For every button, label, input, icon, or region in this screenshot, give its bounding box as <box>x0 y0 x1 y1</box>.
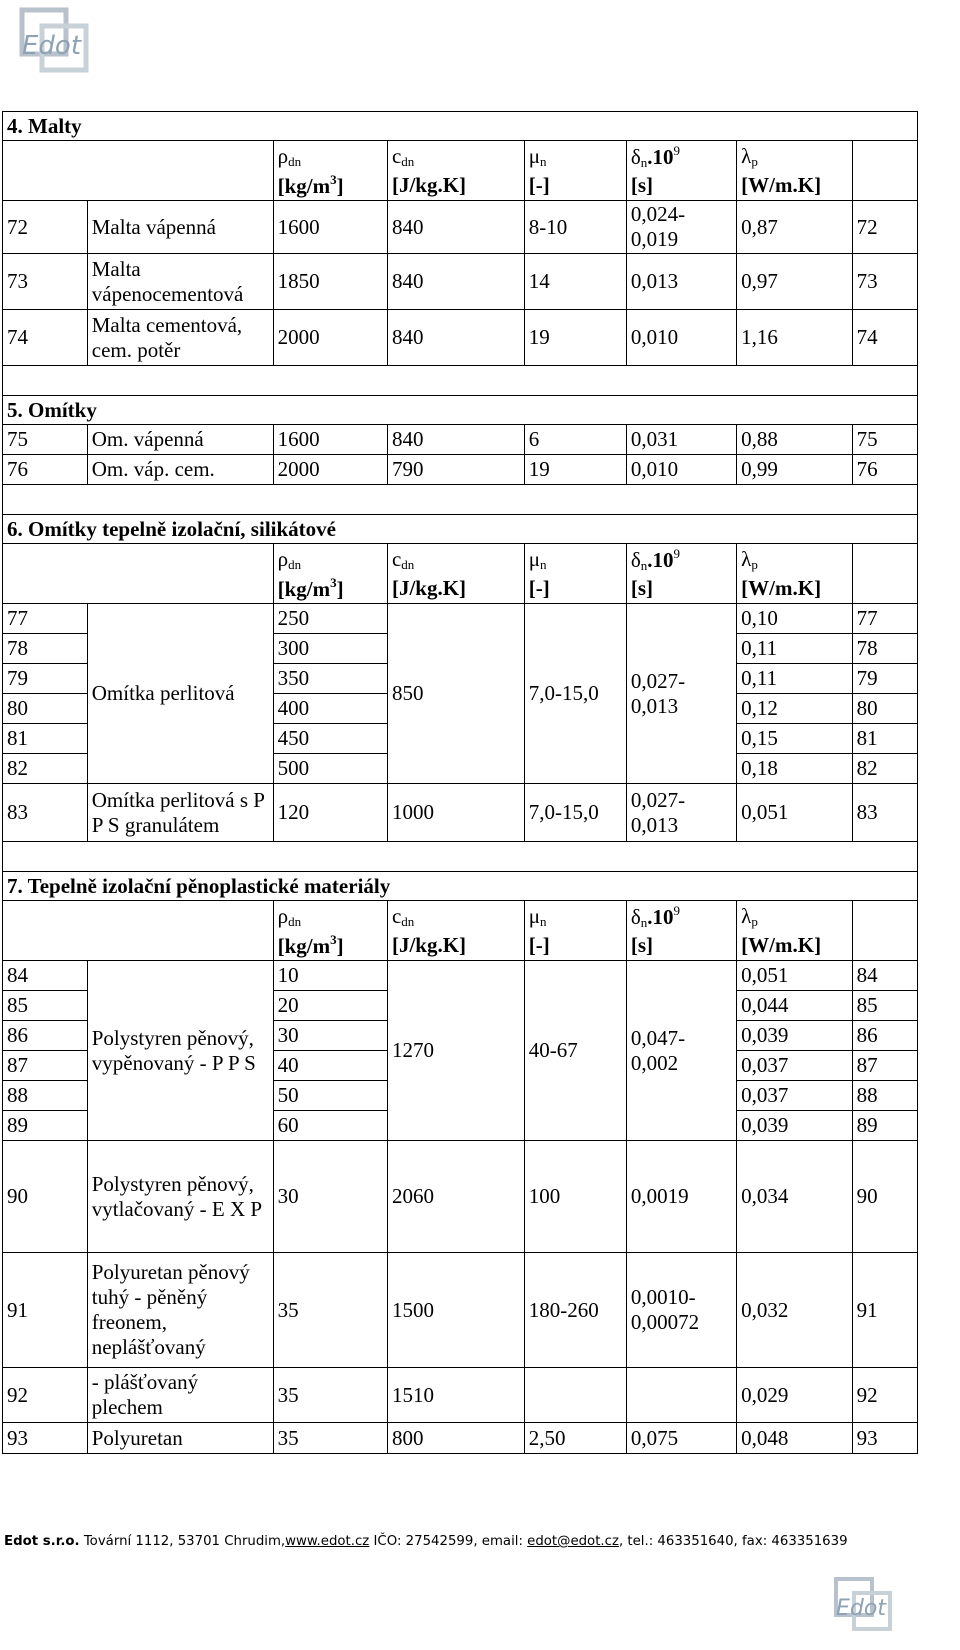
footer-ico: IČO: 27542599, email: <box>369 1534 528 1549</box>
density: 40 <box>273 1051 387 1081</box>
material-name: Polyuretan <box>87 1423 273 1454</box>
conductivity: 0,10 <box>737 604 852 634</box>
spacer-row <box>3 485 918 515</box>
footer-email-link[interactable]: edot@edot.cz <box>527 1534 619 1549</box>
unit: [s] <box>630 933 654 958</box>
symbol-subscript: dn <box>288 556 302 572</box>
symbol: ρ <box>277 546 289 571</box>
footer-contact: , tel.: 463351640, fax: 463351639 <box>618 1534 848 1549</box>
material-row <box>3 201 918 254</box>
diffusion-factor: 19 <box>524 455 626 485</box>
density: 400 <box>273 694 387 724</box>
row-number: 75 <box>3 425 88 455</box>
material-name: Malta vápenná <box>87 201 273 254</box>
symbol-subscript: n <box>640 914 648 930</box>
row-number: 81 <box>3 724 88 754</box>
conductivity: 0,034 <box>737 1141 852 1253</box>
conductivity: 0,11 <box>737 634 852 664</box>
header-unit <box>273 172 387 201</box>
header-unit <box>737 575 852 604</box>
heat-capacity: 790 <box>387 455 524 485</box>
row-number: 79 <box>3 664 88 694</box>
density: 120 <box>273 784 387 842</box>
diffusion-factor: 14 <box>524 254 626 310</box>
unit: [J/kg.K] <box>391 933 467 958</box>
row-number: 89 <box>3 1111 88 1141</box>
header-unit <box>524 172 626 201</box>
density: 500 <box>273 754 387 784</box>
materials-table <box>2 111 918 1454</box>
header-unit <box>737 932 852 961</box>
row-number-right: 88 <box>852 1081 917 1111</box>
permeability: 0,010 <box>626 455 736 485</box>
material-row <box>3 1141 918 1253</box>
header-blank-end <box>852 544 917 604</box>
material-name: Om. vápenná <box>87 425 273 455</box>
material-row <box>3 1253 918 1368</box>
symbol: δ <box>630 144 641 169</box>
spacer <box>3 366 918 396</box>
header-symbol <box>737 544 852 575</box>
row-number-right: 92 <box>852 1368 917 1423</box>
unit-close: ] <box>336 934 344 959</box>
header-symbol <box>626 901 736 932</box>
diffusion-factor: 2,50 <box>524 1423 626 1454</box>
delta-suffix: .10 <box>647 144 674 169</box>
density: 2000 <box>273 455 387 485</box>
material-row <box>3 254 918 310</box>
header-blank <box>3 141 274 201</box>
permeability: 0,075 <box>626 1423 736 1454</box>
row-number-right: 83 <box>852 784 917 842</box>
header-symbol <box>387 901 524 932</box>
unit: [-] <box>528 933 550 958</box>
row-number-right: 75 <box>852 425 917 455</box>
symbol-subscript: n <box>640 557 648 573</box>
header-blank-end <box>852 141 917 201</box>
conductivity: 0,15 <box>737 724 852 754</box>
density: 250 <box>273 604 387 634</box>
header-symbol <box>737 901 852 932</box>
delta-exponent: 9 <box>673 142 681 158</box>
header-unit <box>626 932 736 961</box>
row-number-right: 89 <box>852 1111 917 1141</box>
density: 50 <box>273 1081 387 1111</box>
heat-capacity: 1000 <box>387 784 524 842</box>
symbol-subscript: dn <box>288 913 302 929</box>
spacer <box>3 842 918 872</box>
header-unit <box>387 575 524 604</box>
density: 450 <box>273 724 387 754</box>
row-number: 84 <box>3 961 88 991</box>
conductivity: 0,029 <box>737 1368 852 1423</box>
spacer <box>3 485 918 515</box>
heat-capacity: 840 <box>387 254 524 310</box>
material-row <box>3 425 918 455</box>
symbol: λ <box>741 546 752 571</box>
symbol-subscript: dn <box>401 913 415 929</box>
unit: [J/kg.K] <box>391 576 467 601</box>
unit: [W/m.K] <box>741 933 822 958</box>
unit: [kg/m <box>277 934 331 959</box>
svg-text:Edot: Edot <box>836 1596 886 1621</box>
footer <box>4 1534 848 1549</box>
heat-capacity: 840 <box>387 425 524 455</box>
diffusion-factor: 6 <box>524 425 626 455</box>
symbol-subscript: dn <box>401 556 415 572</box>
row-number-right: 77 <box>852 604 917 634</box>
header-unit <box>524 575 626 604</box>
conductivity: 0,037 <box>737 1081 852 1111</box>
symbol-subscript: n <box>540 913 547 929</box>
header-symbols-row <box>3 901 918 932</box>
conductivity: 0,18 <box>737 754 852 784</box>
density: 1600 <box>273 201 387 254</box>
conductivity: 0,99 <box>737 455 852 485</box>
header-symbol <box>524 901 626 932</box>
row-number-right: 72 <box>852 201 917 254</box>
diffusion-factor: 8-10 <box>524 201 626 254</box>
header-symbols-row <box>3 544 918 575</box>
header-unit <box>626 575 736 604</box>
diffusion-factor: 100 <box>524 1141 626 1253</box>
material-name: Polyuretan pěnový tuhý - pěněný freonem, neplášťovaný <box>87 1253 273 1368</box>
symbol: c <box>391 903 402 928</box>
row-number-right: 91 <box>852 1253 917 1368</box>
header-unit <box>273 932 387 961</box>
edot-logo-small <box>826 1575 922 1639</box>
symbol-subscript: dn <box>401 153 415 169</box>
header-symbol <box>626 544 736 575</box>
header-symbol <box>273 901 387 932</box>
row-number-right: 87 <box>852 1051 917 1081</box>
conductivity: 0,11 <box>737 664 852 694</box>
footer-web-link[interactable]: www.edot.cz <box>285 1534 370 1549</box>
delta-suffix: .10 <box>647 904 674 929</box>
permeability: 0,047- 0,002 <box>626 961 736 1141</box>
density: 1600 <box>273 425 387 455</box>
row-number-right: 81 <box>852 724 917 754</box>
row-number-right: 79 <box>852 664 917 694</box>
symbol-subscript: dn <box>288 153 302 169</box>
density: 20 <box>273 991 387 1021</box>
header-symbol <box>524 141 626 172</box>
row-number-right: 74 <box>852 310 917 366</box>
spacer-row <box>3 366 918 396</box>
unit-close: ] <box>336 174 344 199</box>
header-unit <box>626 172 736 201</box>
row-number-right: 85 <box>852 991 917 1021</box>
section-title: 4. Malty <box>3 112 918 141</box>
section-title-row <box>3 112 918 141</box>
row-number: 90 <box>3 1141 88 1253</box>
unit: [kg/m <box>277 174 331 199</box>
svg-text:Edot: Edot <box>22 31 82 61</box>
diffusion-factor: 7,0-15,0 <box>524 784 626 842</box>
material-row <box>3 604 918 634</box>
diffusion-factor: 19 <box>524 310 626 366</box>
unit: [s] <box>630 173 654 198</box>
unit: [J/kg.K] <box>391 173 467 198</box>
unit: [kg/m <box>277 577 331 602</box>
header-symbol <box>387 544 524 575</box>
density: 10 <box>273 961 387 991</box>
unit-exponent: 3 <box>330 575 337 591</box>
density: 1850 <box>273 254 387 310</box>
row-number: 72 <box>3 201 88 254</box>
conductivity: 0,048 <box>737 1423 852 1454</box>
heat-capacity: 1500 <box>387 1253 524 1368</box>
symbol: μ <box>528 546 541 571</box>
permeability: 0,031 <box>626 425 736 455</box>
density: 2000 <box>273 310 387 366</box>
row-number: 74 <box>3 310 88 366</box>
header-unit <box>273 575 387 604</box>
heat-capacity: 800 <box>387 1423 524 1454</box>
header-symbol <box>626 141 736 172</box>
permeability: 0,010 <box>626 310 736 366</box>
conductivity: 0,044 <box>737 991 852 1021</box>
density: 35 <box>273 1423 387 1454</box>
footer-address: Tovární 1112, 53701 Chrudim, <box>79 1534 286 1549</box>
row-number: 88 <box>3 1081 88 1111</box>
conductivity: 0,97 <box>737 254 852 310</box>
symbol: μ <box>528 143 541 168</box>
section-title: 5. Omítky <box>3 396 918 425</box>
row-number: 82 <box>3 754 88 784</box>
unit: [W/m.K] <box>741 576 822 601</box>
footer-company: Edot s.r.o. <box>4 1534 80 1549</box>
heat-capacity: 1510 <box>387 1368 524 1423</box>
symbol-subscript: p <box>751 913 758 929</box>
header-unit <box>524 932 626 961</box>
conductivity: 0,88 <box>737 425 852 455</box>
spacer-row <box>3 842 918 872</box>
density: 30 <box>273 1141 387 1253</box>
material-row <box>3 1423 918 1454</box>
permeability: 0,027- 0,013 <box>626 784 736 842</box>
material-name: - plášťovaný plechem <box>87 1368 273 1423</box>
header-symbol <box>273 544 387 575</box>
row-number: 91 <box>3 1253 88 1368</box>
diffusion-factor: 40-67 <box>524 961 626 1141</box>
heat-capacity: 2060 <box>387 1141 524 1253</box>
unit: [s] <box>630 576 654 601</box>
density: 35 <box>273 1368 387 1423</box>
row-number-right: 86 <box>852 1021 917 1051</box>
delta-suffix: .10 <box>647 547 674 572</box>
permeability: 0,027- 0,013 <box>626 604 736 784</box>
permeability: 0,024- 0,019 <box>626 201 736 254</box>
unit: [-] <box>528 173 550 198</box>
symbol: δ <box>630 547 641 572</box>
symbol: c <box>391 546 402 571</box>
symbol: λ <box>741 143 752 168</box>
header-unit <box>387 172 524 201</box>
conductivity: 0,051 <box>737 784 852 842</box>
section-title-row <box>3 872 918 901</box>
header-symbol <box>387 141 524 172</box>
conductivity: 0,039 <box>737 1021 852 1051</box>
density: 35 <box>273 1253 387 1368</box>
symbol-subscript: p <box>751 153 758 169</box>
conductivity: 0,037 <box>737 1051 852 1081</box>
row-number: 73 <box>3 254 88 310</box>
material-name: Polystyren pěnový, vypěnovaný - P P S <box>87 961 273 1141</box>
section-title: 7. Tepelně izolační pěnoplastické materiály <box>3 872 918 901</box>
symbol-subscript: n <box>540 556 547 572</box>
unit: [-] <box>528 576 550 601</box>
heat-capacity: 1270 <box>387 961 524 1141</box>
symbol-subscript: n <box>540 153 547 169</box>
row-number: 76 <box>3 455 88 485</box>
header-symbol <box>737 141 852 172</box>
symbol: λ <box>741 903 752 928</box>
row-number-right: 73 <box>852 254 917 310</box>
diffusion-factor: 7,0-15,0 <box>524 604 626 784</box>
symbol-subscript: p <box>751 556 758 572</box>
unit-exponent: 3 <box>330 172 337 188</box>
conductivity: 0,032 <box>737 1253 852 1368</box>
header-blank <box>3 544 274 604</box>
symbol-subscript: n <box>640 154 648 170</box>
row-number-right: 82 <box>852 754 917 784</box>
material-row <box>3 455 918 485</box>
row-number: 77 <box>3 604 88 634</box>
material-name: Polystyren pěnový, vytlačovaný - E X P <box>87 1141 273 1253</box>
density: 30 <box>273 1021 387 1051</box>
delta-exponent: 9 <box>673 545 681 561</box>
material-name: Malta vápenocementová <box>87 254 273 310</box>
conductivity: 1,16 <box>737 310 852 366</box>
material-row <box>3 1368 918 1423</box>
row-number: 87 <box>3 1051 88 1081</box>
row-number-right: 84 <box>852 961 917 991</box>
conductivity: 0,12 <box>737 694 852 724</box>
unit: [W/m.K] <box>741 173 822 198</box>
row-number-right: 90 <box>852 1141 917 1253</box>
permeability: 0,0010- 0,00072 <box>626 1253 736 1368</box>
delta-exponent: 9 <box>673 902 681 918</box>
density: 300 <box>273 634 387 664</box>
header-unit <box>387 932 524 961</box>
row-number-right: 93 <box>852 1423 917 1454</box>
header-symbol <box>273 141 387 172</box>
material-row <box>3 961 918 991</box>
row-number-right: 76 <box>852 455 917 485</box>
density: 350 <box>273 664 387 694</box>
row-number: 80 <box>3 694 88 724</box>
row-number-right: 80 <box>852 694 917 724</box>
heat-capacity: 850 <box>387 604 524 784</box>
unit-exponent: 3 <box>330 932 337 948</box>
density: 60 <box>273 1111 387 1141</box>
symbol: c <box>391 143 402 168</box>
symbol: δ <box>630 904 641 929</box>
row-number: 93 <box>3 1423 88 1454</box>
row-number: 78 <box>3 634 88 664</box>
symbol: μ <box>528 903 541 928</box>
heat-capacity: 840 <box>387 201 524 254</box>
diffusion-factor <box>524 1368 626 1423</box>
material-row <box>3 784 918 842</box>
row-number-right: 78 <box>852 634 917 664</box>
conductivity: 0,039 <box>737 1111 852 1141</box>
edot-logo <box>8 4 118 82</box>
material-row <box>3 310 918 366</box>
section-title-row <box>3 515 918 544</box>
heat-capacity: 840 <box>387 310 524 366</box>
material-name: Malta cementová, cem. potěr <box>87 310 273 366</box>
header-unit <box>737 172 852 201</box>
header-symbol <box>524 544 626 575</box>
material-name: Omítka perlitová <box>87 604 273 784</box>
header-blank-end <box>852 901 917 961</box>
unit-close: ] <box>336 577 344 602</box>
row-number: 92 <box>3 1368 88 1423</box>
diffusion-factor: 180-260 <box>524 1253 626 1368</box>
symbol: ρ <box>277 903 289 928</box>
section-title-row <box>3 396 918 425</box>
material-name: Omítka perlitová s P P S granulátem <box>87 784 273 842</box>
row-number: 85 <box>3 991 88 1021</box>
conductivity: 0,051 <box>737 961 852 991</box>
header-blank <box>3 901 274 961</box>
row-number: 86 <box>3 1021 88 1051</box>
permeability: 0,013 <box>626 254 736 310</box>
permeability: 0,0019 <box>626 1141 736 1253</box>
symbol: ρ <box>277 143 289 168</box>
conductivity: 0,87 <box>737 201 852 254</box>
material-name: Om. váp. cem. <box>87 455 273 485</box>
row-number: 83 <box>3 784 88 842</box>
permeability <box>626 1368 736 1423</box>
header-symbols-row <box>3 141 918 172</box>
section-title: 6. Omítky tepelně izolační, silikátové <box>3 515 918 544</box>
